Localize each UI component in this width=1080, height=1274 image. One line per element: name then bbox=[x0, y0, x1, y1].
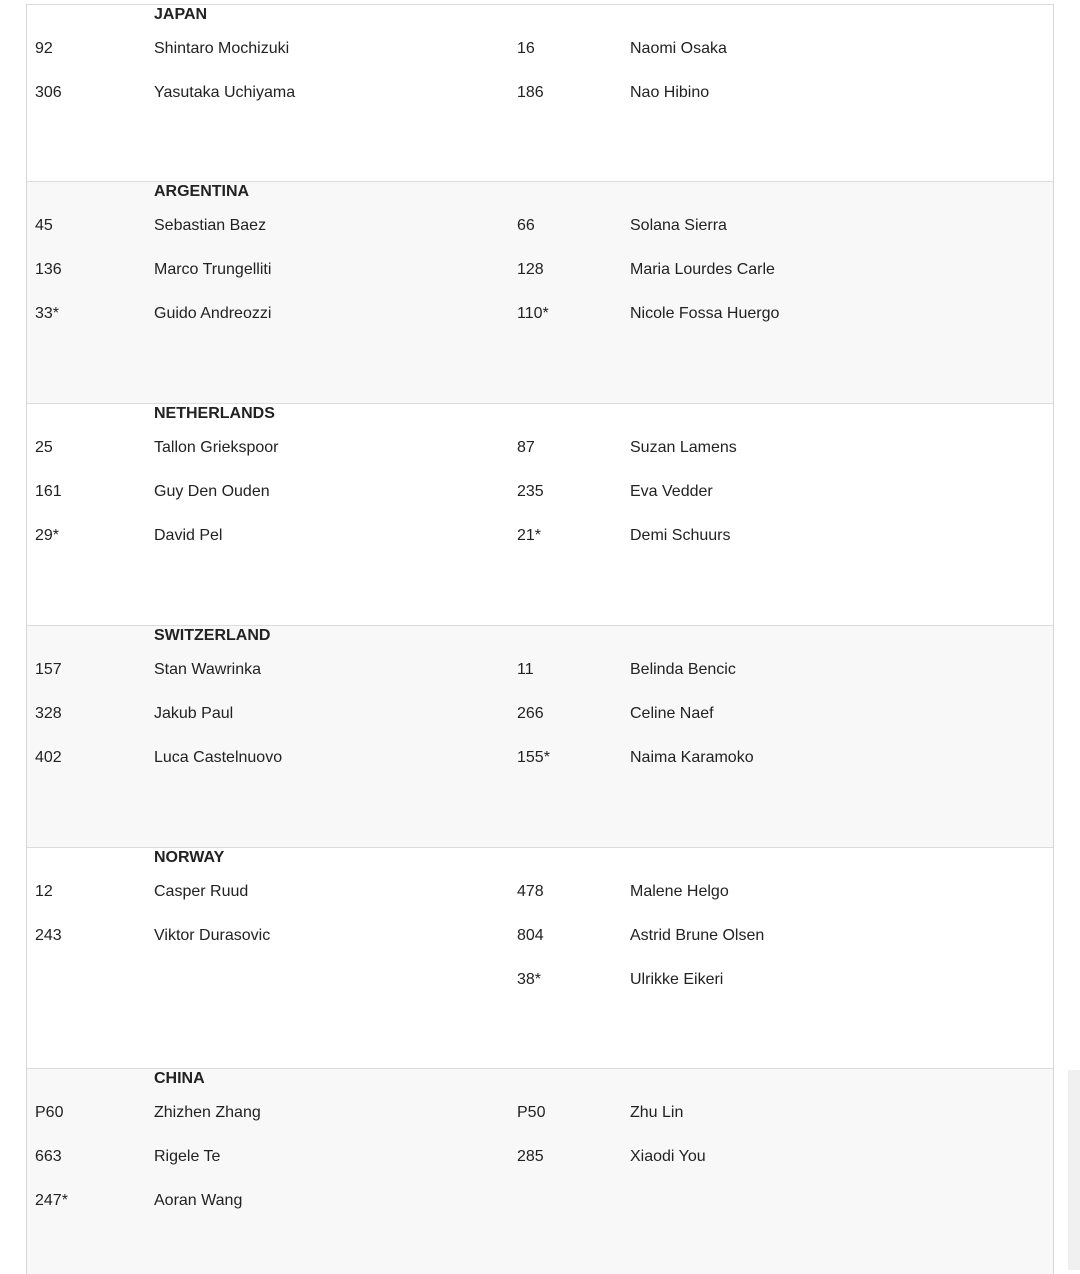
scrollbar[interactable] bbox=[1068, 1070, 1080, 1270]
country-group-switzerland bbox=[27, 626, 1053, 848]
men-player-name: David Pel bbox=[154, 527, 223, 544]
women-ranking: 266 bbox=[517, 705, 544, 722]
men-player-name: Jakub Paul bbox=[154, 705, 234, 722]
women-ranking: 110* bbox=[517, 305, 549, 322]
women-player-name: Ulrikke Eikeri bbox=[630, 971, 724, 988]
table-row bbox=[27, 648, 1053, 692]
women-player-name: Suzan Lamens bbox=[630, 439, 737, 456]
women-player-name: Zhu Lin bbox=[630, 1104, 684, 1121]
men-ranking: 33* bbox=[35, 305, 60, 322]
women-ranking: 21* bbox=[517, 527, 542, 544]
women-ranking: 285 bbox=[517, 1148, 544, 1165]
women-player-name: Malene Helgo bbox=[630, 883, 729, 900]
country-header-row bbox=[27, 848, 1053, 870]
men-ranking: 161 bbox=[35, 483, 62, 500]
men-ranking: 29* bbox=[35, 527, 60, 544]
table-row bbox=[27, 1135, 1053, 1179]
women-ranking: 11 bbox=[517, 661, 534, 678]
men-ranking: 25 bbox=[35, 439, 53, 456]
table-row bbox=[27, 870, 1053, 914]
women-ranking: 16 bbox=[517, 40, 535, 57]
men-player-name: Yasutaka Uchiyama bbox=[154, 84, 296, 101]
table-row bbox=[27, 426, 1053, 470]
country-group-japan bbox=[27, 5, 1053, 182]
men-player-name: Casper Ruud bbox=[154, 883, 249, 900]
country-header-row bbox=[27, 626, 1053, 648]
women-ranking: 87 bbox=[517, 439, 535, 456]
table-row bbox=[27, 736, 1053, 780]
men-ranking: 663 bbox=[35, 1148, 62, 1165]
table-row bbox=[27, 692, 1053, 736]
country-name: JAPAN bbox=[154, 6, 208, 23]
men-player-name: Tallon Griekspoor bbox=[154, 439, 279, 456]
men-ranking: 45 bbox=[35, 217, 53, 234]
men-ranking: 247* bbox=[35, 1192, 68, 1209]
country-header-row bbox=[27, 5, 1053, 27]
women-player-name: Naima Karamoko bbox=[630, 749, 754, 766]
country-group-argentina bbox=[27, 182, 1053, 404]
women-ranking: 478 bbox=[517, 883, 544, 900]
women-ranking: P50 bbox=[517, 1104, 546, 1121]
country-name: ARGENTINA bbox=[154, 183, 250, 200]
table-row bbox=[27, 914, 1053, 958]
table-row bbox=[27, 958, 1053, 1002]
country-group-norway bbox=[27, 848, 1053, 1069]
women-player-name: Solana Sierra bbox=[630, 217, 727, 234]
men-player-name: Viktor Durasovic bbox=[154, 927, 271, 944]
table-row bbox=[27, 27, 1053, 71]
country-name: NORWAY bbox=[154, 849, 225, 866]
table-row bbox=[27, 292, 1053, 336]
country-header-row bbox=[27, 1069, 1053, 1091]
women-player-name: Naomi Osaka bbox=[630, 40, 727, 57]
women-player-name: Belinda Bencic bbox=[630, 661, 736, 678]
women-ranking: 235 bbox=[517, 483, 544, 500]
country-group-china bbox=[27, 1069, 1053, 1274]
men-ranking: 306 bbox=[35, 84, 62, 101]
men-ranking: P60 bbox=[35, 1104, 64, 1121]
men-ranking: 136 bbox=[35, 261, 62, 278]
men-player-name: Rigele Te bbox=[154, 1148, 221, 1165]
women-player-name: Celine Naef bbox=[630, 705, 714, 722]
table-row bbox=[27, 470, 1053, 514]
women-ranking: 128 bbox=[517, 261, 544, 278]
men-ranking: 92 bbox=[35, 40, 53, 57]
women-player-name: Maria Lourdes Carle bbox=[630, 261, 775, 278]
men-ranking: 12 bbox=[35, 883, 53, 900]
women-ranking: 155* bbox=[517, 749, 550, 766]
teams-table bbox=[26, 4, 1054, 1274]
women-player-name: Nicole Fossa Huergo bbox=[630, 305, 780, 322]
table-row bbox=[27, 71, 1053, 115]
table-row bbox=[27, 204, 1053, 248]
country-name: CHINA bbox=[154, 1070, 205, 1087]
men-player-name: Aoran Wang bbox=[154, 1192, 243, 1209]
men-player-name: Luca Castelnuovo bbox=[154, 749, 283, 766]
women-player-name: Demi Schuurs bbox=[630, 527, 731, 544]
women-player-name: Eva Vedder bbox=[630, 483, 713, 500]
table-row bbox=[27, 1091, 1053, 1135]
table-row bbox=[27, 514, 1053, 558]
men-player-name: Zhizhen Zhang bbox=[154, 1104, 261, 1121]
women-player-name: Nao Hibino bbox=[630, 84, 710, 101]
men-player-name: Marco Trungelliti bbox=[154, 261, 272, 278]
men-ranking: 402 bbox=[35, 749, 62, 766]
country-header-row bbox=[27, 182, 1053, 204]
men-player-name: Guido Andreozzi bbox=[154, 305, 272, 322]
men-player-name: Sebastian Baez bbox=[154, 217, 267, 234]
women-player-name: Xiaodi You bbox=[630, 1148, 706, 1165]
country-name: NETHERLANDS bbox=[154, 405, 275, 422]
table-row bbox=[27, 1179, 1053, 1223]
men-player-name: Guy Den Ouden bbox=[154, 483, 270, 500]
men-player-name: Shintaro Mochizuki bbox=[154, 40, 290, 57]
country-group-netherlands bbox=[27, 404, 1053, 626]
table-row bbox=[27, 248, 1053, 292]
men-ranking: 243 bbox=[35, 927, 62, 944]
women-ranking: 804 bbox=[517, 927, 544, 944]
women-ranking: 66 bbox=[517, 217, 535, 234]
country-header-row bbox=[27, 404, 1053, 426]
men-player-name: Stan Wawrinka bbox=[154, 661, 261, 678]
men-ranking: 328 bbox=[35, 705, 62, 722]
women-ranking: 38* bbox=[517, 971, 542, 988]
country-name: SWITZERLAND bbox=[154, 627, 271, 644]
men-ranking: 157 bbox=[35, 661, 62, 678]
women-ranking: 186 bbox=[517, 84, 544, 101]
women-player-name: Astrid Brune Olsen bbox=[630, 927, 765, 944]
